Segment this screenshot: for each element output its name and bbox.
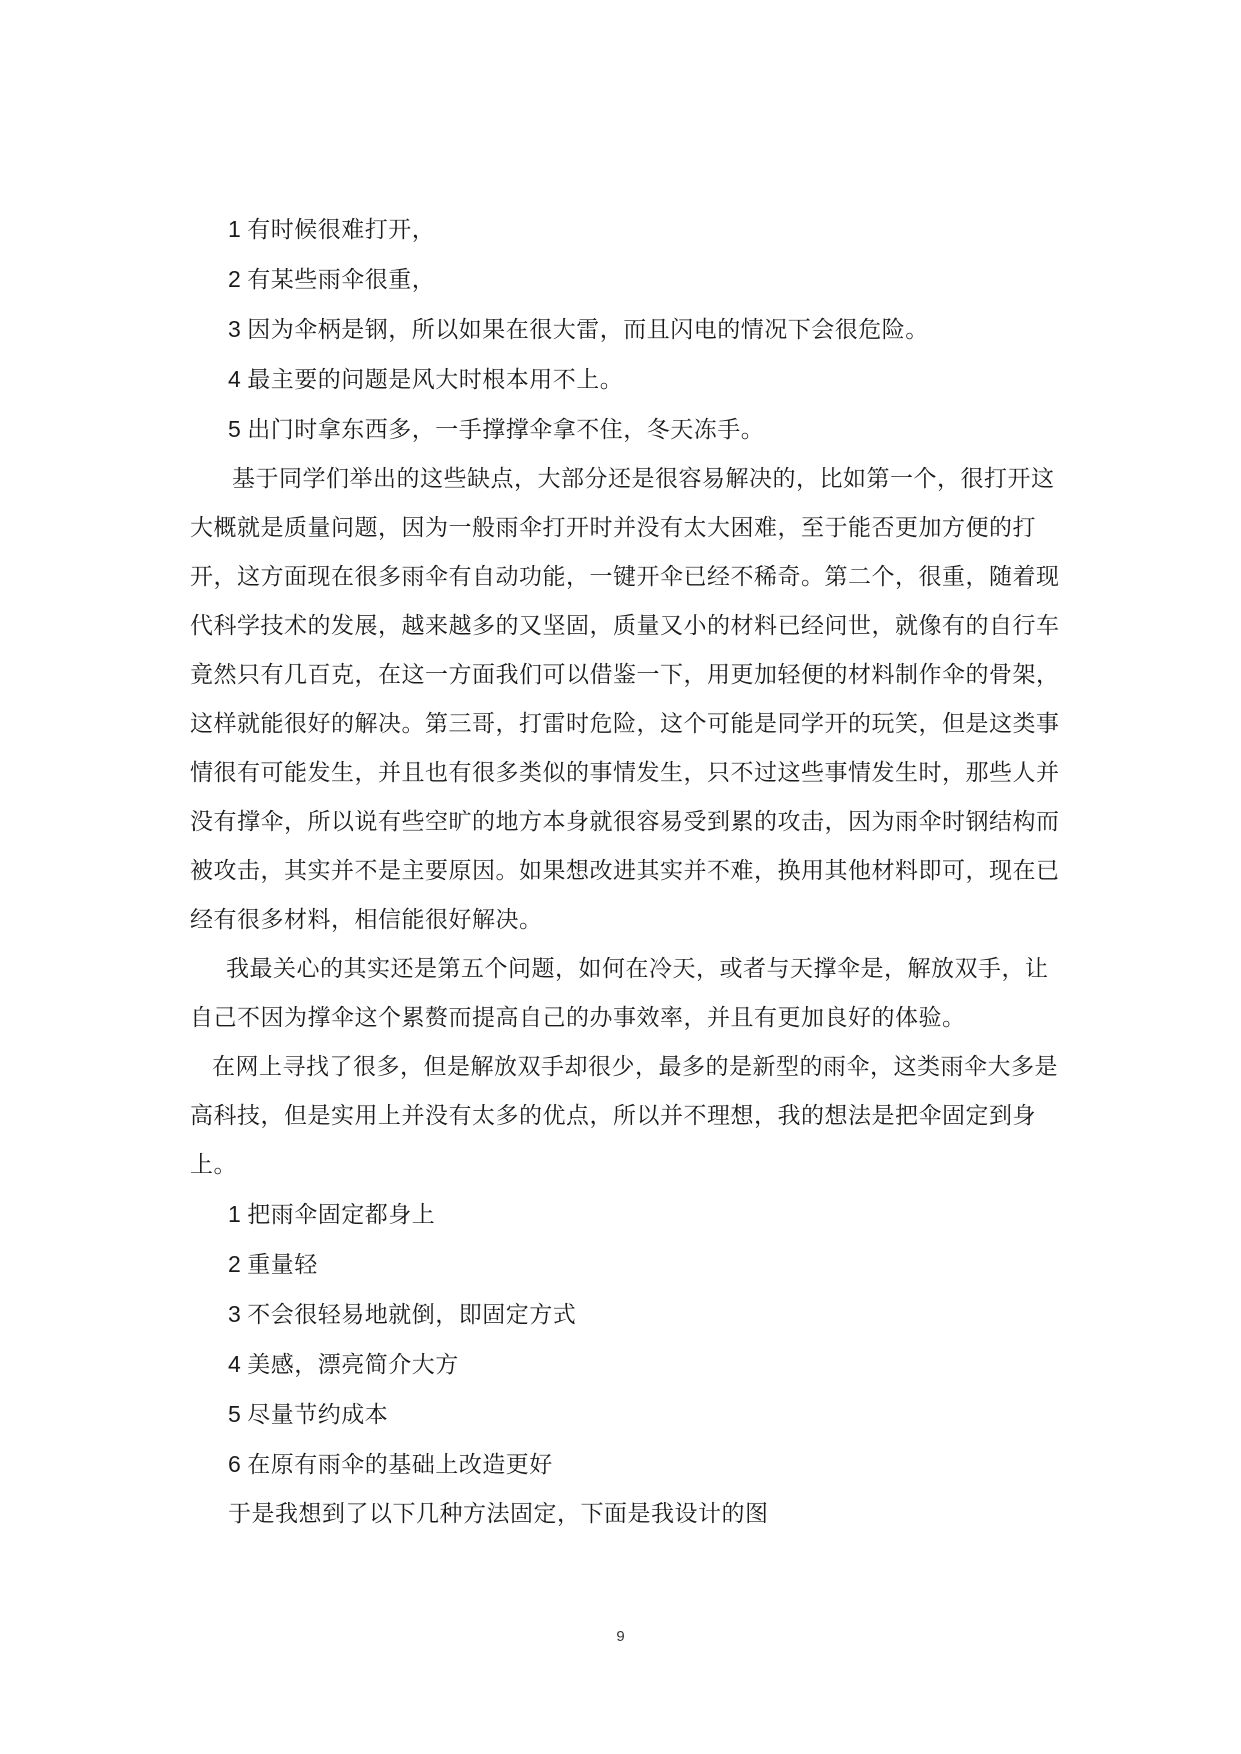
closing-line: 于是我想到了以下几种方法固定，下面是我设计的图 [228,1501,769,1527]
list-item: 2 有某些雨伞很重， [228,266,436,293]
list-item: 5 尽量节约成本 [228,1401,389,1428]
list-item: 6 在原有雨伞的基础上改造更好 [228,1451,553,1478]
list-item: 1 有时候很难打开， [228,216,436,243]
requirements-list [190,1190,1060,1490]
concern-paragraph: 我最关心的其实还是第五个问题，如何在冷天，或者与天撑伞是，解放双手，让自己不因为撑伞这个累赘而提高自己的办事效率，并且有更加良好的体验。 [190,956,1049,1031]
list-item: 1 把雨伞固定都身上 [228,1201,436,1228]
list-item: 3 不会很轻易地就倒，即固定方式 [228,1301,577,1328]
list-item: 4 最主要的问题是风大时根本用不上。 [228,366,624,393]
drawbacks-list [190,205,1060,455]
list-item: 5 出门时拿东西多，一手撑撑伞拿不住，冬天冻手。 [228,416,765,443]
idea-paragraph: 在网上寻找了很多，但是解放双手却很少，最多的是新型的雨伞，这类雨伞大多是高科技，但是实用上并没有太多的优点，所以并不理想，我的想法是把伞固定到身上。 [190,1054,1058,1178]
analysis-paragraph: 基于同学们举出的这些缺点，大部分还是很容易解决的，比如第一个，很打开这大概就是质量问题，因为一般雨伞打开时并没有太大困难，至于能否更加方便的打开，这方面现在很多雨伞有自动功能，一键开伞已经不稀奇。第二个，很重，随着现代科学技术的发展，越来越多的又坚固，质量又小的材料已经问世，就像有的自行车竟然只有几百克，在这一方面我们可以借鉴一下，用更加轻便的材料制作伞的骨架，这样就能很好的解决。第三哥，打雷时危险，这个可能是同学开的玩笑，但是这类事情很有可能发生，并且也有很多类似的事情发生，只不过这些事情发生时，那些人并没有撑伞，所以说有些空旷的地方本身就很容易受到累的攻击，因为雨伞时钢结构而被攻击，其实并不是主要原因。如果想改进其实并不难，换用其他材料即可，现在已经有很多材料，相信能很好解决。 [190,466,1060,933]
list-item: 3 因为伞柄是钢，所以如果在很大雷，而且闪电的情况下会很危险。 [228,316,929,343]
list-item: 4 美感，漂亮简介大方 [228,1351,459,1378]
list-item: 2 重量轻 [228,1251,318,1278]
page-number: 9 [616,1628,625,1645]
document-body [190,205,1060,1539]
